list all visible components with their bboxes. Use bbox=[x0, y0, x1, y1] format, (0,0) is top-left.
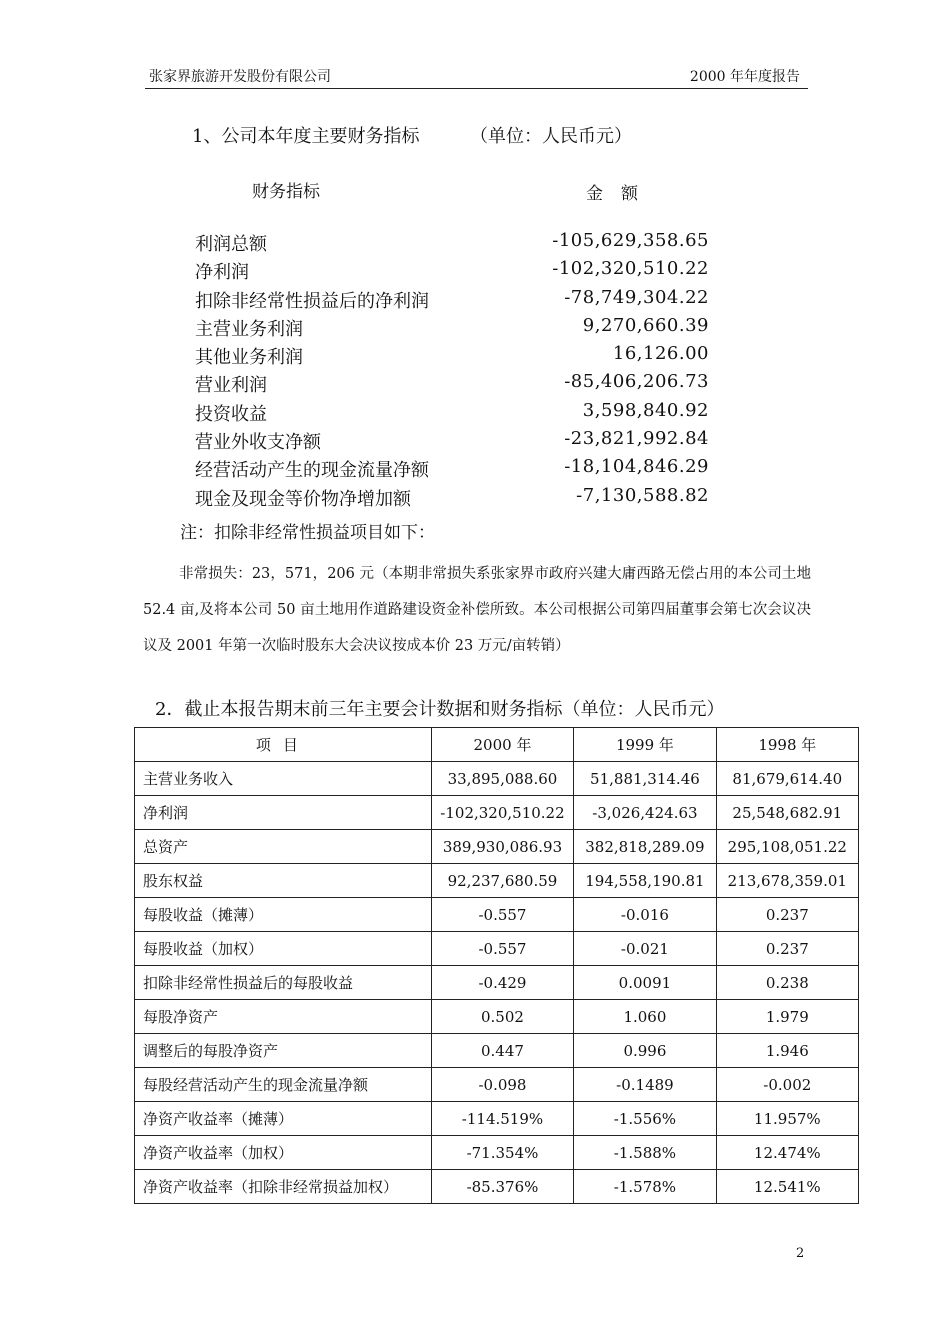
section1-unit: （单位：人民币元） bbox=[470, 126, 632, 147]
row-label: 每股收益（加权） bbox=[135, 932, 432, 966]
table-row bbox=[135, 1102, 859, 1136]
cell-1998: 0.237 bbox=[716, 898, 858, 932]
indicator-value: -7,130,588.82 bbox=[576, 484, 709, 506]
indicator-value: -23,821,992.84 bbox=[564, 428, 709, 450]
table-row bbox=[135, 932, 859, 966]
cell-1999: -0.1489 bbox=[574, 1068, 716, 1102]
company-name: 张家界旅游开发股份有限公司 bbox=[149, 69, 331, 85]
page-number: 2 bbox=[796, 1246, 805, 1261]
cell-2000: -102,320,510.22 bbox=[431, 796, 574, 830]
indicator-label: 经营活动产生的现金流量净额 bbox=[195, 460, 429, 482]
cell-1998: 1.946 bbox=[716, 1034, 858, 1068]
list-item bbox=[195, 482, 715, 510]
indicator-value: 9,270,660.39 bbox=[582, 314, 709, 336]
header-cell: 2000 年 bbox=[431, 728, 574, 762]
table-row bbox=[135, 1170, 859, 1204]
indicator-label: 现金及现金等价物净增加额 bbox=[195, 488, 411, 510]
cell-1999: -3,026,424.63 bbox=[574, 796, 716, 830]
list-item bbox=[195, 368, 715, 396]
cell-1999: 0.0091 bbox=[574, 966, 716, 1000]
cell-2000: -0.098 bbox=[431, 1068, 574, 1102]
section1-title: 1、公司本年度主要财务指标 bbox=[192, 126, 420, 147]
table-row bbox=[135, 796, 859, 830]
cell-1999: -0.021 bbox=[574, 932, 716, 966]
cell-1998: 12.474% bbox=[716, 1136, 858, 1170]
table-row bbox=[135, 1034, 859, 1068]
indicator-label: 营业外收支净额 bbox=[195, 432, 321, 454]
cell-2000: 0.447 bbox=[431, 1034, 574, 1068]
row-label: 扣除非经常性损益后的每股收益 bbox=[135, 966, 432, 1000]
cell-1999: -0.016 bbox=[574, 898, 716, 932]
list-item bbox=[195, 227, 715, 255]
cell-1999: 51,881,314.46 bbox=[574, 762, 716, 796]
header-cell: 1999 年 bbox=[574, 728, 716, 762]
list-item bbox=[195, 397, 715, 425]
cell-1998: -0.002 bbox=[716, 1068, 858, 1102]
table-row bbox=[135, 830, 859, 864]
table-row bbox=[135, 898, 859, 932]
financial-indicator-list bbox=[195, 227, 715, 510]
cell-1998: 0.238 bbox=[716, 966, 858, 1000]
note-body: 非常损失：23，571，206 元（本期非常损失系张家界市政府兴建大庸西路无偿占用的本公司土地 52.4 亩,及将本公司 50 亩土地用作道路建设资金补偿所致。本公司根据公司第四届董事会第七次会议决议及 2001 年第一次临时股东大会决议按成本价 23 万元/亩转销） bbox=[143, 566, 811, 654]
list-item bbox=[195, 255, 715, 283]
row-label: 每股经营活动产生的现金流量净额 bbox=[135, 1068, 432, 1102]
cell-1998: 25,548,682.91 bbox=[716, 796, 858, 830]
table-row bbox=[135, 762, 859, 796]
row-label: 净资产收益率（摊薄） bbox=[135, 1102, 432, 1136]
cell-2000: -71.354% bbox=[431, 1136, 574, 1170]
page-header bbox=[145, 64, 808, 89]
row-label: 调整后的每股净资产 bbox=[135, 1034, 432, 1068]
cell-2000: -85.376% bbox=[431, 1170, 574, 1204]
cell-1999: 0.996 bbox=[574, 1034, 716, 1068]
cell-1998: 12.541% bbox=[716, 1170, 858, 1204]
three-year-data-table bbox=[134, 727, 859, 1204]
list-item bbox=[195, 453, 715, 481]
indicator-value: 3,598,840.92 bbox=[582, 399, 709, 421]
cell-2000: 389,930,086.93 bbox=[431, 830, 574, 864]
cell-2000: 33,895,088.60 bbox=[431, 762, 574, 796]
row-label: 股东权益 bbox=[135, 864, 432, 898]
list-item bbox=[195, 312, 715, 340]
header-cell: 项目 bbox=[135, 728, 432, 762]
cell-2000: 0.502 bbox=[431, 1000, 574, 1034]
cell-2000: -114.519% bbox=[431, 1102, 574, 1136]
table-row bbox=[135, 864, 859, 898]
row-label: 每股收益（摊薄） bbox=[135, 898, 432, 932]
indicator-label: 投资收益 bbox=[195, 403, 267, 425]
indicator-value: -78,749,304.22 bbox=[564, 286, 709, 308]
indicator-column-header: 财务指标 bbox=[252, 182, 320, 202]
table-row bbox=[135, 1068, 859, 1102]
indicator-value: -102,320,510.22 bbox=[552, 258, 709, 280]
cell-1999: -1.556% bbox=[574, 1102, 716, 1136]
cell-1998: 295,108,051.22 bbox=[716, 830, 858, 864]
indicator-label: 营业利润 bbox=[195, 375, 267, 397]
cell-1999: -1.588% bbox=[574, 1136, 716, 1170]
cell-1999: -1.578% bbox=[574, 1170, 716, 1204]
cell-2000: -0.429 bbox=[431, 966, 574, 1000]
list-item bbox=[195, 425, 715, 453]
table-header-row bbox=[135, 728, 859, 762]
note-title: 注：扣除非经常性损益项目如下： bbox=[180, 523, 435, 543]
row-label: 主营业务收入 bbox=[135, 762, 432, 796]
list-item bbox=[195, 340, 715, 368]
indicator-value: -18,104,846.29 bbox=[564, 456, 709, 478]
cell-1998: 213,678,359.01 bbox=[716, 864, 858, 898]
amount-column-header: 金额 bbox=[586, 184, 656, 204]
header-cell: 1998 年 bbox=[716, 728, 858, 762]
table-row bbox=[135, 966, 859, 1000]
section2-title: 2．截止本报告期末前三年主要会计数据和财务指标（单位：人民币元） bbox=[155, 699, 725, 720]
indicator-value: 16,126.00 bbox=[612, 343, 709, 365]
row-label: 总资产 bbox=[135, 830, 432, 864]
indicator-label: 扣除非经常性损益后的净利润 bbox=[195, 290, 429, 312]
cell-2000: -0.557 bbox=[431, 932, 574, 966]
cell-1998: 81,679,614.40 bbox=[716, 762, 858, 796]
row-label: 净资产收益率（加权） bbox=[135, 1136, 432, 1170]
indicator-value: -85,406,206.73 bbox=[564, 371, 709, 393]
cell-1999: 194,558,190.81 bbox=[574, 864, 716, 898]
indicator-label: 其他业务利润 bbox=[195, 347, 303, 369]
cell-1999: 382,818,289.09 bbox=[574, 830, 716, 864]
cell-2000: 92,237,680.59 bbox=[431, 864, 574, 898]
indicator-label: 净利润 bbox=[195, 262, 249, 284]
row-label: 净利润 bbox=[135, 796, 432, 830]
indicator-value: -105,629,358.65 bbox=[552, 230, 709, 251]
cell-1998: 11.957% bbox=[716, 1102, 858, 1136]
table-row bbox=[135, 1000, 859, 1034]
cell-2000: -0.557 bbox=[431, 898, 574, 932]
cell-1998: 1.979 bbox=[716, 1000, 858, 1034]
row-label: 每股净资产 bbox=[135, 1000, 432, 1034]
cell-1998: 0.237 bbox=[716, 932, 858, 966]
cell-1999: 1.060 bbox=[574, 1000, 716, 1034]
report-title: 2000 年年度报告 bbox=[689, 69, 800, 85]
indicator-label: 主营业务利润 bbox=[195, 318, 303, 340]
table-row bbox=[135, 1136, 859, 1170]
indicator-label: 利润总额 bbox=[195, 234, 267, 255]
row-label: 净资产收益率（扣除非经常损益加权） bbox=[135, 1170, 432, 1204]
list-item bbox=[195, 284, 715, 312]
